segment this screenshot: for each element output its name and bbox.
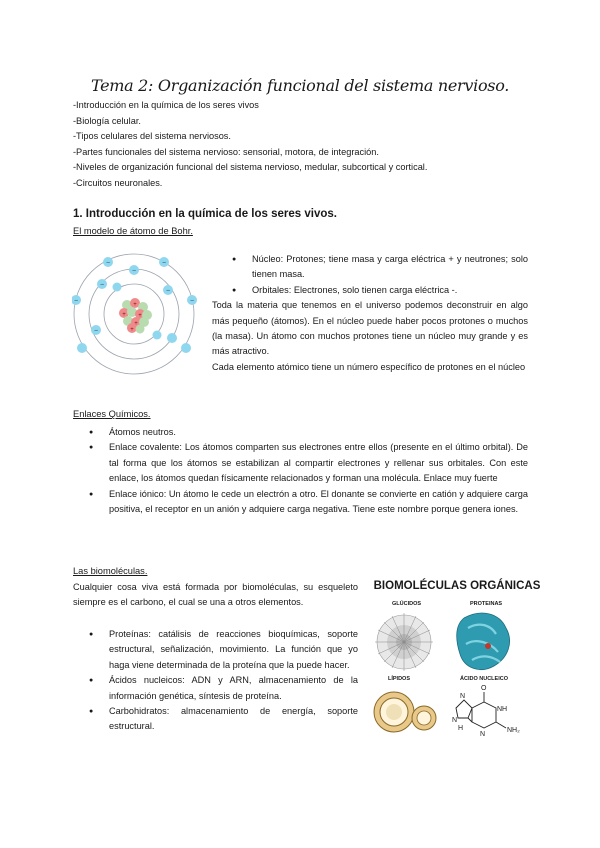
proton-sign: + [122, 312, 126, 318]
intro-line: -Tipos celulares del sistema nerviosos. [73, 131, 231, 142]
proton-sign: + [134, 321, 138, 327]
bio-item: ● Proteínas: catálisis de reacciones bioquímicas, soporte estructural, señalización, movimiento. La función que yo haga viene determinada de la proteína que la puede hacer. [87, 627, 358, 673]
section-heading: 1. Introducción en la química de los seres vivos. [73, 208, 337, 220]
intro-list [73, 98, 427, 192]
bohr-paragraph: Cada elemento atómico tiene un número específico de protones en el núcleo [212, 361, 526, 372]
electron-sign: − [189, 297, 195, 305]
atom-label-o: O [481, 685, 487, 692]
bohr-text-block [212, 252, 528, 375]
atom-label-nh2: NH₂ [507, 727, 520, 734]
bio-item: ● Carbohidratos: almacenamiento de energía, soporte estructural. [87, 704, 358, 735]
bio-label-acido: ÁCIDO NUCLEICO [460, 676, 508, 682]
intro-line: -Niveles de organización funcional del sistema nervioso, medular, subcortical y cortical. [73, 162, 428, 173]
bohr-paragraph: Toda la materia que tenemos en el universo podemos deconstruir en algo más pequeño (átomos). En el núcleo puede haber pocos protones o muchos (la masa). Un átomo con muchos protones tiene un núcleo muy grande y es más atractivo. [212, 300, 528, 357]
electron-sign: − [99, 281, 105, 289]
atom-label-n: N [460, 693, 466, 700]
intro-line: -Circuitos neuronales. [73, 177, 163, 188]
electron-sign: − [73, 297, 79, 305]
biomolecules-figure [372, 580, 542, 750]
enlaces-subtitle: Enlaces Químicos. [73, 409, 151, 419]
proteinas-illustration [457, 613, 510, 670]
enlaces-item: ● Átomos neutros. [87, 425, 528, 440]
bio-figure-drawings [372, 608, 542, 750]
lipidos-illustration [374, 692, 436, 732]
bio-label-glucidos: GLÚCIDOS [392, 601, 422, 607]
atom-label-h: H [458, 725, 464, 732]
bio-label-lipidos: LÍPIDOS [388, 676, 411, 682]
proton-sign: + [130, 327, 134, 333]
intro-line: -Introducción en la química de los seres vivos [73, 100, 259, 110]
electron-sign: − [161, 259, 167, 267]
proton-sign: + [133, 302, 137, 308]
bio-figure-title: BIOMOLÉCULAS ORGÁNICAS [373, 580, 541, 592]
bohr-atom-figure [72, 250, 212, 375]
bio-item: ● Ácidos nucleicos: ADN y ARN, almacenamiento de la información genética, síntesis de proteína. [87, 673, 358, 704]
nucleus [119, 298, 152, 334]
intro-line: -Partes funcionales del sistema nervioso: sensorial, motora, de integración. [73, 146, 379, 157]
glucidos-illustration [375, 613, 433, 671]
intro-line: -Biología celular. [73, 115, 141, 126]
electron-sign: − [131, 267, 137, 275]
bio-label-proteinas: PROTEINAS [470, 601, 503, 607]
enlaces-item: ● Enlace covalente: Los átomos comparten sus electrones entre ellos (presente en el último orbital). De tal forma que los átomos se estabilizan al compartir electrones y rellenar sus orbitales. Con este enlace, los átomos quedan físicamente relacionados y forman una molécula. Enlace muy fuerte [87, 440, 528, 486]
bio-subtitle: Las biomoléculas. [73, 566, 148, 576]
bohr-bullet: ● Núcleo: Protones; tiene masa y carga eléctrica + y neutrones; solo tienen masa. [230, 252, 528, 283]
atom-label-n: N [480, 731, 486, 738]
proton-sign: + [138, 313, 142, 319]
enlaces-item: ● Enlace iónico: Un átomo le cede un electrón a otro. El donante se convierte en catión y adquiere carga positiva, el receptor en un anión y adquiere carga negativa. Tiene este nombre porque genera iones. [87, 487, 528, 518]
page-title: Tema 2: Organización funcional del sistema nervioso. [90, 76, 510, 95]
atom-label-n: N [452, 717, 458, 724]
atom-label-nh: NH [497, 706, 508, 713]
electron-sign: − [165, 287, 171, 295]
bio-list [87, 627, 358, 735]
electron-sign: − [93, 327, 99, 335]
bohr-bullet: ● Orbitales: Electrones, solo tienen carga eléctrica -. [230, 283, 528, 298]
bohr-subtitle: El modelo de átomo de Bohr. [73, 226, 193, 236]
bio-paragraph: Cualquier cosa viva está formada por biomoléculas, su esqueleto siempre es el carbono, el cual se una a otros elementos. [73, 582, 358, 608]
enlaces-list [87, 425, 528, 517]
electron-sign: − [105, 259, 111, 267]
